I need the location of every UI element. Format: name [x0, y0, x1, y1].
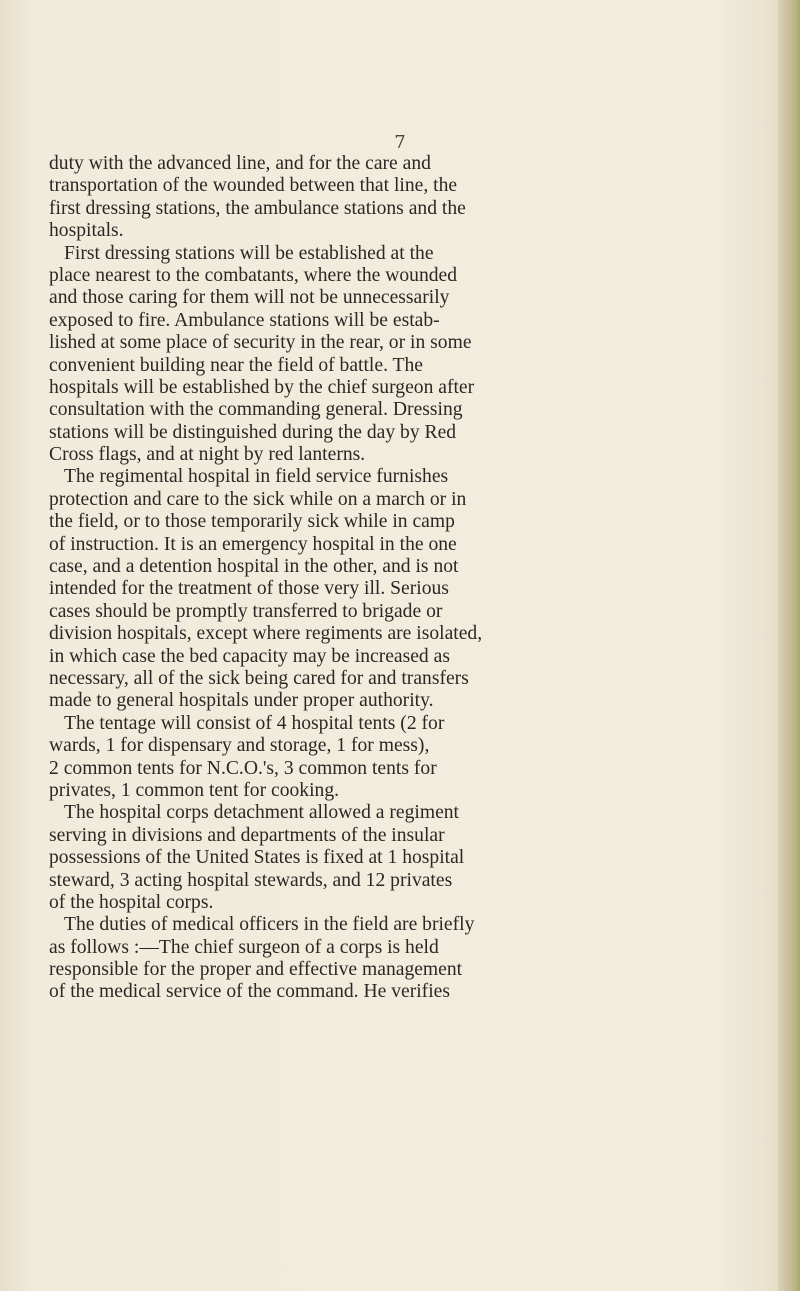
- text-line: stations will be distinguished during the day by Red: [49, 421, 457, 443]
- text-line: exposed to fire. Ambulance stations will be estab-: [49, 309, 440, 331]
- text-line: duty with the advanced line, and for the care and: [49, 153, 431, 174]
- page-number: 7: [394, 132, 406, 153]
- text-line: privates, 1 common tent for cooking.: [49, 779, 340, 801]
- text-line: responsible for the proper and effective management: [49, 959, 463, 981]
- text-line: division hospitals, except where regiments are isolated,: [49, 623, 483, 645]
- text-line: protection and care to the sick while on a march or in: [49, 488, 467, 510]
- text-line: serving in divisions and departments of the insular: [49, 824, 445, 846]
- text-line: The hospital corps detachment allowed a regiment: [64, 802, 460, 824]
- text-line: Cross flags, and at night by red lanterns.: [49, 444, 366, 466]
- text-line: First dressing stations will be established at the: [64, 242, 434, 264]
- text-line: hospitals will be established by the chief surgeon after: [49, 376, 475, 398]
- text-line: consultation with the commanding general. Dressing: [49, 399, 463, 421]
- text-line: lished at some place of security in the rear, or in some: [49, 332, 472, 354]
- text-line: wards, 1 for dispensary and storage, 1 for mess),: [49, 735, 430, 757]
- text-line: first dressing stations, the ambulance stations and the: [49, 197, 466, 219]
- text-line: of instruction. It is an emergency hospital in the one: [49, 533, 457, 555]
- text-line: The regimental hospital in field service furnishes: [64, 466, 449, 488]
- page-edge: [778, 0, 800, 1291]
- text-line: 2 common tents for N.C.O.'s, 3 common tents for: [49, 757, 437, 779]
- body-text: [49, 153, 749, 1004]
- text-line: of the hospital corps.: [49, 891, 214, 913]
- text-line: in which case the bed capacity may be increased as: [49, 645, 450, 667]
- text-line: cases should be promptly transferred to brigade or: [49, 600, 443, 622]
- text-line: intended for the treatment of those very ill. Serious: [49, 578, 449, 600]
- text-line: The tentage will consist of 4 hospital tents (2 for: [64, 712, 445, 734]
- text-line: necessary, all of the sick being cared for and transfers: [49, 667, 469, 689]
- text-line: and those caring for them will not be unnecessarily: [49, 287, 450, 309]
- text-line: steward, 3 acting hospital stewards, and 12 privates: [49, 869, 453, 891]
- text-line: place nearest to the combatants, where the wounded: [49, 264, 458, 286]
- text-line: of the medical service of the command. He verifies: [49, 981, 450, 1003]
- text-line: made to general hospitals under proper authority.: [49, 690, 434, 712]
- text-line: as follows :—The chief surgeon of a corps is held: [49, 936, 439, 958]
- text-line: convenient building near the field of battle. The: [49, 354, 423, 376]
- text-line: hospitals.: [49, 220, 124, 242]
- text-line: The duties of medical officers in the field are briefly: [64, 914, 475, 936]
- text-line: the field, or to those temporarily sick while in camp: [49, 511, 455, 533]
- text-line: transportation of the wounded between that line, the: [49, 175, 458, 197]
- text-line: case, and a detention hospital in the other, and is not: [49, 556, 459, 578]
- text-line: possessions of the United States is fixed at 1 hospital: [49, 847, 465, 869]
